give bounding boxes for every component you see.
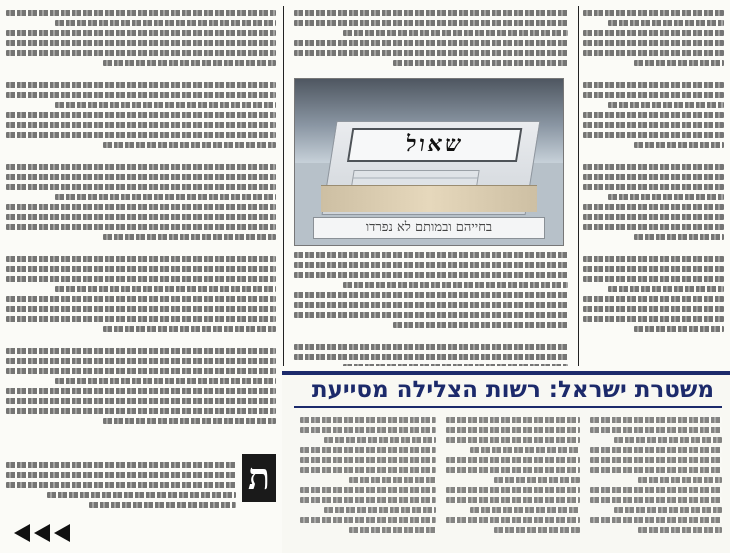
drop-cap: ת [242,454,276,502]
sidebar-column-center [446,413,580,545]
photo-caption: בחייהם ובמותם לא נפרדו [313,217,545,239]
article-column-right [583,6,724,366]
article-column-left-end [6,458,236,518]
triple-left-arrow-icon[interactable] [14,524,96,544]
sidebar-header [294,376,722,408]
article-column-center-top [294,6,568,76]
article-column-left [6,6,276,454]
sidebar-column-right [590,413,722,545]
article-column-center-bottom [294,248,568,366]
sidebar-title: משטרת ישראל: רשות הצלילה מסייעת [311,377,714,403]
tombstone-name: שאול [403,131,466,157]
column-rule [283,6,284,366]
column-rule [578,6,579,366]
tombstone-photo [294,78,564,246]
sidebar-column-left [300,413,436,545]
